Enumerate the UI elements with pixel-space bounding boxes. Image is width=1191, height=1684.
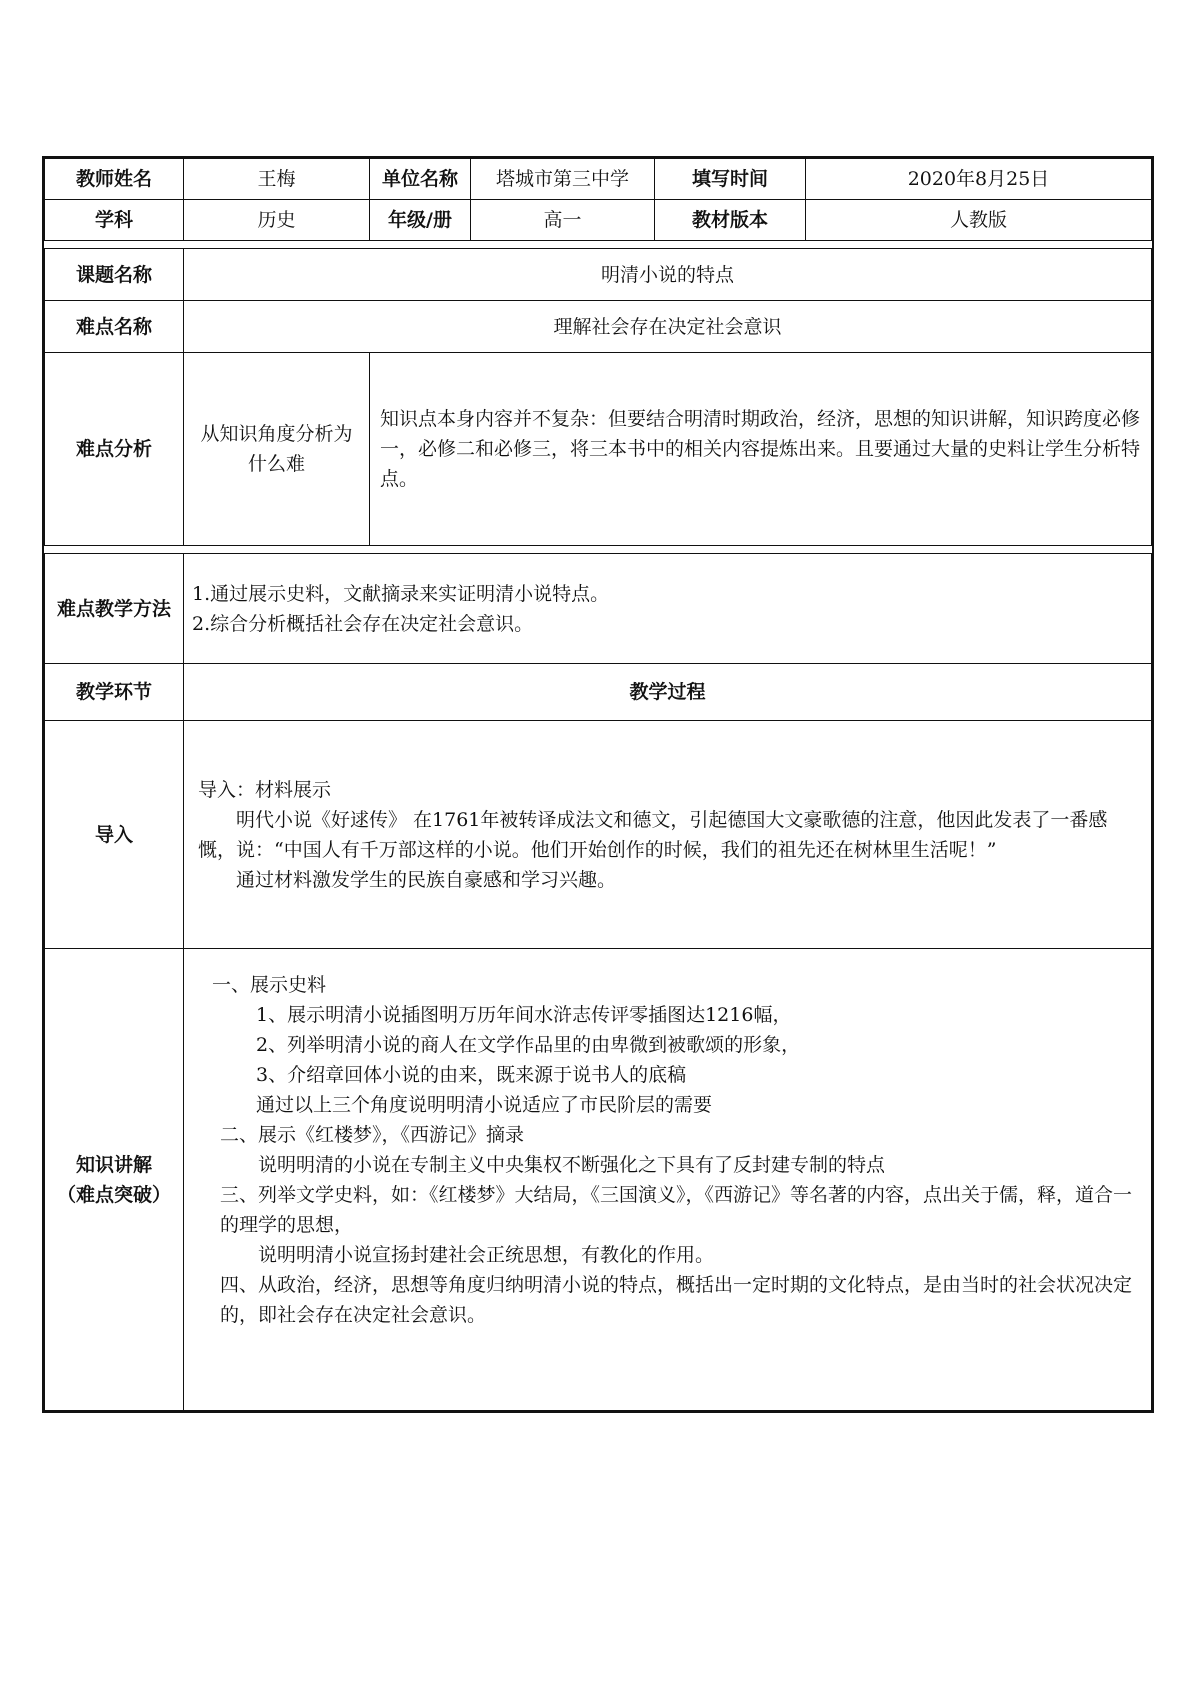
- teacher-label: 教师姓名: [45, 159, 184, 200]
- section-one-item: 3、介绍章回体小说的由来，既来源于说书人的底稿: [256, 1063, 687, 1086]
- date-value: 2020年8月25日: [806, 159, 1152, 200]
- analysis-sub-label: 从知识角度分析为什么难: [184, 353, 370, 546]
- section-three-text: 说明明清小说宣扬封建社会正统思想，有教化的作用。: [258, 1243, 715, 1266]
- knowledge-label-line1: 知识讲解: [75, 1153, 152, 1176]
- section-one-item: 1、展示明清小说插图明万历年间水浒志传评零插图达1216幅，: [256, 1003, 792, 1026]
- section-two-text: 说明明清的小说在专制主义中央集权不断强化之下具有了反封建专制的特点: [258, 1153, 886, 1176]
- intro-content: [184, 721, 1152, 949]
- knowledge-content: [184, 949, 1152, 1411]
- row-difficulty: [45, 301, 1152, 353]
- spacer: [45, 241, 1152, 249]
- section-three-title: 三、列举文学史料，如：《红楼梦》大结局，《三国演义》，《西游记》等名著的内容，点出关于儒，释，道合一的理学的思想，: [220, 1183, 1133, 1236]
- topic-label: 课题名称: [45, 249, 184, 301]
- grade-value: 高一: [471, 200, 655, 241]
- teacher-value: 王梅: [184, 159, 370, 200]
- topic-value: 明清小说的特点: [184, 249, 1152, 301]
- unit-value: 塔城市第三中学: [471, 159, 655, 200]
- process-stage-label: 教学环节: [45, 664, 184, 721]
- spacer: [45, 546, 1152, 554]
- edition-label: 教材版本: [655, 200, 806, 241]
- method-item: 2.综合分析概括社会存在决定社会意识。: [192, 612, 534, 635]
- intro-summary: 通过材料激发学生的民族自豪感和学习兴趣。: [236, 868, 617, 891]
- section-one-title: 一、展示史料: [212, 973, 327, 996]
- row-process-header: [45, 664, 1152, 721]
- intro-paragraph: 明代小说《好逑传》 在1761年被转译成法文和德文，引起德国大文豪歌德的注意，他因此发表了一番感慨，说：“中国人有千万部这样的小说。他们开始创作的时候，我们的祖先还在树林里生活呢！”: [198, 808, 1108, 861]
- edition-value: 人教版: [806, 200, 1152, 241]
- method-label: 难点教学方法: [45, 554, 184, 664]
- subject-label: 学科: [45, 200, 184, 241]
- analysis-label: 难点分析: [45, 353, 184, 546]
- grade-label: 年级/册: [370, 200, 471, 241]
- section-one-conclusion: 通过以上三个角度说明明清小说适应了市民阶层的需要: [256, 1093, 713, 1116]
- knowledge-label: [45, 949, 184, 1411]
- knowledge-label-line2: （难点突破）: [56, 1183, 171, 1206]
- row-analysis: [45, 353, 1152, 546]
- date-label: 填写时间: [655, 159, 806, 200]
- method-item: 1.通过展示史料，文献摘录来实证明清小说特点。: [192, 582, 610, 605]
- difficulty-label: 难点名称: [45, 301, 184, 353]
- intro-label: 导入: [45, 721, 184, 949]
- lesson-plan-table: [42, 156, 1154, 1413]
- row-subject: [45, 200, 1152, 241]
- method-list: [184, 554, 1152, 664]
- intro-title: 导入：材料展示: [198, 778, 332, 801]
- row-teacher: [45, 159, 1152, 200]
- section-four-title: 四、从政治，经济，思想等角度归纳明清小说的特点，概括出一定时期的文化特点，是由当时的社会状况决定的，即社会存在决定社会意识。: [220, 1273, 1133, 1326]
- process-label: 教学过程: [184, 664, 1152, 721]
- unit-label: 单位名称: [370, 159, 471, 200]
- row-method: [45, 554, 1152, 664]
- difficulty-value: 理解社会存在决定社会意识: [184, 301, 1152, 353]
- analysis-text: 知识点本身内容并不复杂：但要结合明清时期政治，经济，思想的知识讲解，知识跨度必修一，必修二和必修三，将三本书中的相关内容提炼出来。且要通过大量的史料让学生分析特点。: [370, 353, 1152, 546]
- subject-value: 历史: [184, 200, 370, 241]
- section-two-title: 二、展示《红楼梦》，《西游记》摘录: [220, 1123, 525, 1146]
- row-knowledge: [45, 949, 1152, 1411]
- row-topic: [45, 249, 1152, 301]
- row-intro: [45, 721, 1152, 949]
- section-one-item: 2、列举明清小说的商人在文学作品里的由卑微到被歌颂的形象，: [256, 1033, 801, 1056]
- spacer: [212, 1330, 1137, 1390]
